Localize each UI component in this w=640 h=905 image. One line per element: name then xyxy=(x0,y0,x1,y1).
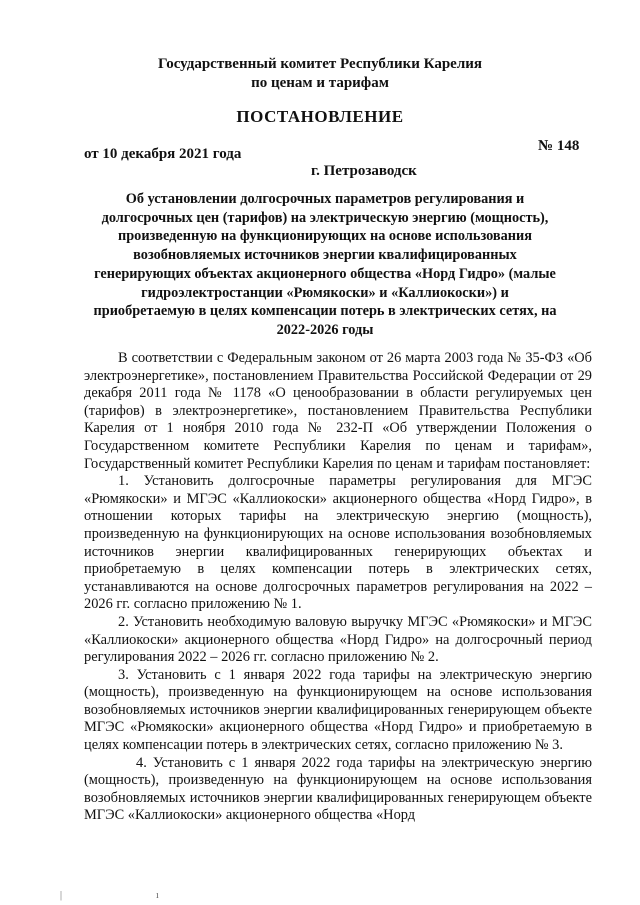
document-body xyxy=(84,350,592,825)
org-name-line1: Государственный комитет Республики Карелия xyxy=(158,56,482,72)
item-2-paragraph: 2. Установить необходимую валовую выручку МГЭС «Рюмякоски» и МГЭС «Каллиокоски» акционерного общества «Норд Гидро» на долгосрочный период регулирования 2022 – 2026 гг. согласно приложению № 2. xyxy=(84,613,592,666)
scan-artifact-mark-right: ı xyxy=(156,890,159,901)
document-subject: Об установлении долгосрочных параметров регулирования и долгосрочных цен (тарифов) на электрическую энергию (мощность), произведенную на функционирующих на основе использования возобновляемых источников энергии квалифицированных генерирующих объектах акционерного общества «Норд Гидро» (малые гидроэлектростанции «Рюмякоски» и «Каллиокоски») и приобретаемую в целях компенсации потерь в электрических сетях, на 2022-2026 годы xyxy=(93,191,557,338)
document-type-title: ПОСТАНОВЛЕНИЕ xyxy=(236,107,404,126)
document-number: № 148 xyxy=(538,138,580,154)
item-1-paragraph: 1. Установить долгосрочные параметры регулирования для МГЭС «Рюмякоски» и МГЭС «Каллиокоски» акционерного общества «Норд Гидро», в отношении которых тарифы на электрическую энергию (мощность), произведенную на функционирующих на основе использования возобновляемых источников энергии квалифицированных генерирующих объектах и приобретаемую в целях компенсации потерь в электрических сетях, устанавливаются на основе долгосрочных параметров регулирования на 2022 – 2026 гг. согласно приложению № 1. xyxy=(84,473,592,613)
document-city: г. Петрозаводск xyxy=(311,163,417,179)
item-3-paragraph: 3. Установить с 1 января 2022 года тарифы на электрическую энергию (мощность), произведенную на функционирующем на основе использования возобновляемых источников энергии квалифицированных генерирующем объекте МГЭС «Рюмякоски» акционерного общества «Норд Гидро» и приобретаемую в целях компенсации потерь в электрических сетях, согласно приложению № 3. xyxy=(84,666,592,754)
scan-artifact-mark-left: | xyxy=(60,890,63,901)
item-4-paragraph: 4. Установить с 1 января 2022 года тарифы на электрическую энергию (мощность), произведенную на функционирующем на основе использования возобновляемых источников энергии квалифицированных генерирующем объекте МГЭС «Каллиокоски» акционерного общества «Норд xyxy=(84,754,592,824)
preamble-paragraph: В соответствии с Федеральным законом от 26 марта 2003 года № 35-ФЗ «Об электроэнергетике», постановлением Правительства Российской Федерации от 29 декабря 2011 года № 1178 «О ценообразовании в области регулируемых цен (тарифов) в электроэнергетике», постановлением Правительства Республики Карелия от 1 ноября 2010 года № 232-П «Об утверждении Положения о Государственном комитете Республики Карелия по ценам и тарифам», Государственный комитет Республики Карелия по ценам и тарифам постановляет: xyxy=(84,350,592,472)
org-name-line2: по ценам и тарифам xyxy=(251,75,389,91)
document-date: от 10 декабря 2021 года xyxy=(84,146,242,162)
